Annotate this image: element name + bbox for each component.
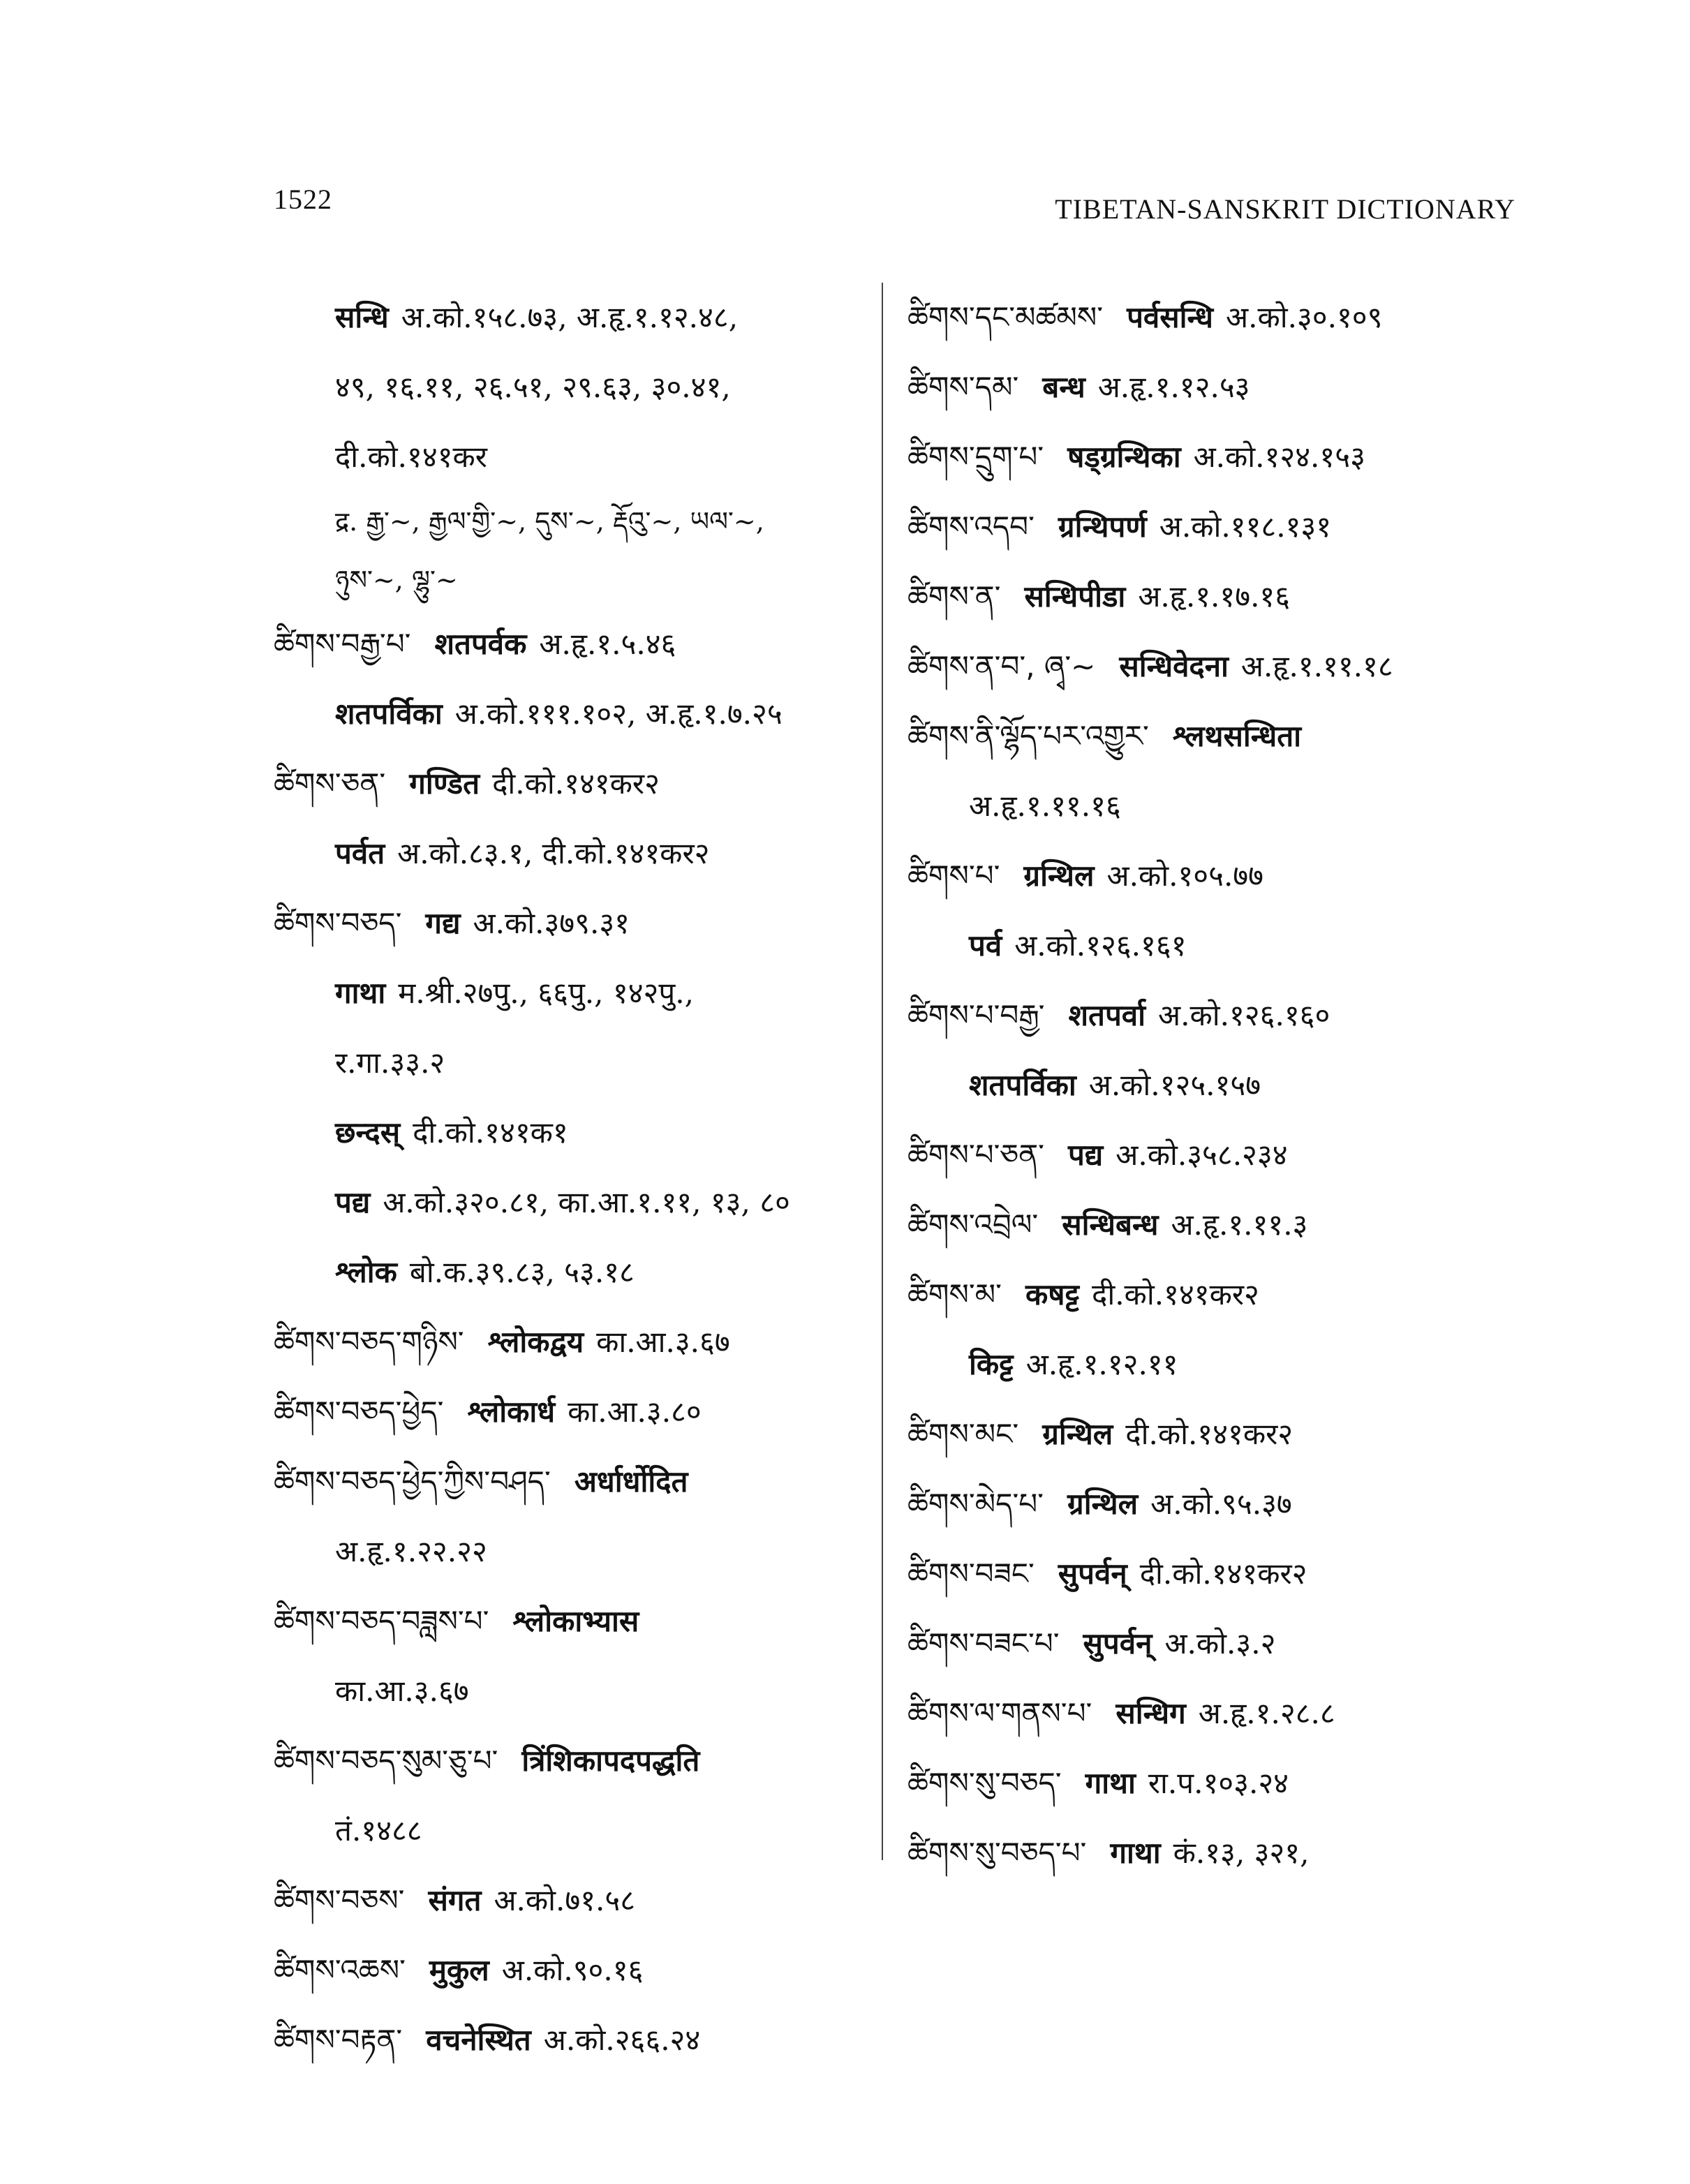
sanskrit-equivalent: गण्डित <box>409 766 480 801</box>
sanskrit-equivalent: पर्वसन्धि <box>1127 300 1214 334</box>
source-reference: अ.हृ.१.२२.२२ <box>335 1534 487 1568</box>
tibetan-headword: ཚིགས་བཅད་ <box>274 906 402 940</box>
source-reference: दी.को.१४१क१ <box>413 1115 568 1150</box>
dictionary-entry-line <box>274 819 888 889</box>
dictionary-entry-line <box>274 352 888 422</box>
sanskrit-equivalent: पद्य <box>335 1185 371 1219</box>
dictionary-entry-line <box>274 2005 888 2075</box>
sanskrit-equivalent: शतपर्विका <box>969 1068 1076 1102</box>
right-column <box>907 283 1536 1888</box>
sanskrit-equivalent: किट्ट <box>969 1347 1014 1381</box>
dictionary-entry-line <box>274 609 888 679</box>
dictionary-entry-line <box>274 422 888 492</box>
dictionary-entry-line <box>907 1330 1536 1399</box>
dictionary-entry-line <box>274 1238 888 1307</box>
tibetan-headword: ཚིགས་པ་བརྒྱ་ <box>907 998 1045 1032</box>
dictionary-entry-line <box>274 1866 888 1936</box>
tibetan-headword: ཚིགས་པ་ཅན་ <box>907 1138 1044 1172</box>
dictionary-entry-line <box>274 1517 888 1587</box>
tibetan-headword: ཚིགས་ནི་ལྷོད་པར་འགྱུར་ <box>907 719 1149 753</box>
dictionary-entry-line <box>274 1936 888 2005</box>
source-reference: का.आ.३.८० <box>568 1395 702 1429</box>
source-reference: अ.को.७१.५८ <box>494 1883 636 1917</box>
sanskrit-equivalent: श्लोक <box>335 1255 397 1289</box>
source-reference: कं.१३, ३२१, <box>1173 1836 1310 1870</box>
source-reference: बो.क.३९.८३, ५३.१८ <box>409 1255 635 1289</box>
dictionary-entry-line <box>907 1539 1536 1609</box>
dictionary-entry-line <box>274 1168 888 1238</box>
source-reference: ཉུས་~, ལྷུ་~ <box>335 565 458 595</box>
dictionary-entry-line <box>907 1818 1536 1888</box>
source-reference: अ.हृ.१.१२.११ <box>1025 1347 1178 1381</box>
source-reference: अ.को.२६६.२४ <box>543 2023 701 2057</box>
tibetan-headword: ཚིགས་དྲུག་པ་ <box>907 440 1044 474</box>
sanskrit-equivalent: पर्व <box>969 928 1002 963</box>
sanskrit-equivalent: सन्धिबन्ध <box>1062 1208 1159 1242</box>
dictionary-entry-line <box>274 1447 888 1517</box>
dictionary-entry-line <box>907 911 1536 981</box>
source-reference: दी.को.१४१कर२ <box>1139 1557 1307 1591</box>
dictionary-entry-line <box>907 283 1536 352</box>
source-reference: अ.को.१११.१०२, अ.हृ.१.७.२५ <box>454 697 783 731</box>
tibetan-headword: ཚིགས་བཟང་ <box>907 1557 1035 1591</box>
sanskrit-equivalent: श्लोकार्ध <box>467 1395 556 1429</box>
source-reference: रा.प.१०३.२४ <box>1148 1766 1289 1800</box>
dictionary-entry-line <box>274 679 888 749</box>
source-reference: अ.हृ.१.११.१६ <box>969 789 1121 823</box>
sanskrit-equivalent: गाथा <box>1085 1766 1136 1800</box>
source-reference: दी.को.१४१कर२ <box>1125 1417 1294 1451</box>
sanskrit-equivalent: षड्ग्रन्थिका <box>1067 440 1181 474</box>
source-reference: अ.को.१२६.१६० <box>1158 998 1330 1032</box>
sanskrit-equivalent: सन्धिवेदना <box>1119 649 1229 683</box>
dictionary-entry-line <box>274 1098 888 1168</box>
sanskrit-equivalent: सन्धि <box>335 300 389 334</box>
source-reference: का.आ.३.६७ <box>596 1325 730 1359</box>
dictionary-entry-line <box>907 1399 1536 1469</box>
source-reference: अ.हृ.१.११.१८ <box>1240 649 1393 683</box>
tibetan-headword: ཚིགས་ན་ <box>907 579 1001 614</box>
tibetan-headword: ཚིགས་མེད་པ་ <box>907 1487 1044 1521</box>
tibetan-headword: ཚིགས་སུ་བཅད་ <box>907 1766 1062 1800</box>
dictionary-entry-line <box>907 1260 1536 1330</box>
dictionary-entry-line <box>907 1120 1536 1190</box>
source-reference: अ.को.१२४.१५३ <box>1193 440 1365 474</box>
source-reference: अ.को.३०.१०९ <box>1226 300 1383 334</box>
source-reference: अ.को.११८.१३१ <box>1159 510 1332 544</box>
source-reference: अ.को.८३.१, दी.को.१४१कर२ <box>397 836 710 870</box>
tibetan-headword: ཚིགས་བཅད་བཟླས་པ་ <box>274 1604 489 1638</box>
source-reference: दी.को.१४१कर <box>335 440 487 474</box>
dictionary-entry-line <box>274 1656 888 1726</box>
source-reference: म.श्री.२७पु., ६६पु., १४२पु., <box>398 976 694 1010</box>
dictionary-entry-line <box>274 492 888 551</box>
sanskrit-equivalent: गाथा <box>335 976 386 1010</box>
sanskrit-equivalent: गाथा <box>1110 1836 1161 1870</box>
sanskrit-equivalent: ग्रन्थिल <box>1042 1417 1113 1451</box>
tibetan-headword: ཚིགས་བཟང་པ་ <box>907 1626 1060 1661</box>
source-reference: दी.को.१४१कर२ <box>492 766 660 801</box>
dictionary-entry-line <box>907 841 1536 911</box>
sanskrit-equivalent: श्लथसन्धिता <box>1172 719 1302 753</box>
dictionary-entry-line <box>274 1377 888 1447</box>
tibetan-headword: ཚིགས་བཅད་གཉིས་ <box>274 1325 464 1359</box>
sanskrit-equivalent: त्रिंशिकापदपद्धति <box>521 1744 700 1778</box>
dictionary-entry-line <box>907 1469 1536 1539</box>
dictionary-entry-line <box>274 1587 888 1656</box>
source-reference: अ.को.३७९.३१ <box>473 906 630 940</box>
dictionary-entry-line <box>274 1726 888 1796</box>
tibetan-headword: ཚིགས་པ་ <box>907 859 1000 893</box>
dictionary-entry-line <box>907 701 1536 771</box>
source-reference: अ.हृ.१.२८.८ <box>1198 1696 1335 1730</box>
source-reference: अ.हृ.१.१७.१६ <box>1138 579 1291 614</box>
tibetan-headword: ཚིགས་བཅད་ཕྱེད་ <box>274 1395 444 1429</box>
dictionary-entry-line <box>907 1050 1536 1120</box>
tibetan-headword: ཚིགས་བཅད་ཕྱེད་ཀྱིས་བཤད་ <box>274 1464 551 1499</box>
tibetan-headword: ཚིགས་དམ་ <box>907 370 1019 404</box>
tibetan-headword: ཚིགས་ལ་གནས་པ་ <box>907 1696 1092 1730</box>
dictionary-entry-line <box>907 1679 1536 1748</box>
source-reference: अ.को.१२६.१६१ <box>1014 928 1187 963</box>
dictionary-entry-line <box>907 1748 1536 1818</box>
source-reference: द्र. རྒྱ་~, རྒྱལ་གྱི་~, དུས་~, རྡོའུ་~, ཡལ་~, <box>335 506 764 537</box>
dictionary-entry-line <box>274 551 888 609</box>
sanskrit-equivalent: गद्य <box>425 906 461 940</box>
tibetan-headword: ཚིགས་དང་མཚམས་ <box>907 300 1104 334</box>
tibetan-headword: ཚིགས་སུ་བཅད་པ་ <box>907 1836 1087 1870</box>
tibetan-headword: ཚིགས་བརྒྱ་པ་ <box>274 627 411 661</box>
sanskrit-equivalent: सन्धिग <box>1115 1696 1186 1730</box>
sanskrit-equivalent: शतपर्वा <box>1068 998 1146 1032</box>
sanskrit-equivalent: वचनेस्थित <box>426 2023 531 2057</box>
page-number: 1522 <box>274 184 332 215</box>
source-reference: अ.को.३.२ <box>1164 1626 1276 1661</box>
source-reference: अ.को.९०.१६ <box>501 1953 644 1987</box>
dictionary-entry-line <box>907 352 1536 422</box>
sanskrit-equivalent: बन्ध <box>1042 370 1085 404</box>
source-reference: अ.हृ.१.१२.५३ <box>1097 370 1250 404</box>
dictionary-entry-line <box>274 889 888 958</box>
sanskrit-equivalent: सुपर्वन् <box>1058 1557 1127 1591</box>
dictionary-entry-line <box>907 1190 1536 1260</box>
sanskrit-equivalent: शतपर्विका <box>335 697 443 731</box>
dictionary-entry-line <box>907 632 1536 701</box>
running-head: TIBETAN-SANSKRIT DICTIONARY <box>1055 193 1515 225</box>
tibetan-headword: ཚིགས་བཅད་སུམ་ཅུ་པ་ <box>274 1744 498 1778</box>
dictionary-entry-line <box>907 1609 1536 1679</box>
source-reference: र.गा.३३.२ <box>335 1046 445 1080</box>
sanskrit-equivalent: मुकुल <box>429 1953 489 1987</box>
source-reference: का.आ.३.६७ <box>335 1674 469 1708</box>
source-reference: अ.को.३५८.२३४ <box>1115 1138 1288 1172</box>
tibetan-headword: ཚིགས་བརྟན་ <box>274 2023 403 2057</box>
sanskrit-equivalent: ग्रन्थिपर्ण <box>1058 510 1147 544</box>
sanskrit-equivalent: श्लोकाभ्यास <box>512 1604 639 1638</box>
tibetan-headword: ཚིགས་བཅས་ <box>274 1883 405 1917</box>
source-reference: अ.को.३२०.८१, का.आ.१.११, १३, ८० <box>383 1185 790 1219</box>
sanskrit-equivalent: श्लोकद्वय <box>487 1325 584 1359</box>
sanskrit-equivalent: संगत <box>428 1883 482 1917</box>
sanskrit-equivalent: सन्धिपीडा <box>1024 579 1126 614</box>
dictionary-entry-line <box>274 1796 888 1866</box>
sanskrit-equivalent: ग्रन्थिल <box>1023 859 1095 893</box>
sanskrit-equivalent: पर्वत <box>335 836 385 870</box>
source-reference: अ.को.९५.३७ <box>1150 1487 1292 1521</box>
dictionary-entry-line <box>907 771 1536 841</box>
source-reference: अ.हृ.१.५.४६ <box>539 627 676 661</box>
source-reference: दी.को.१४१कर२ <box>1092 1277 1259 1312</box>
dictionary-entry-line <box>907 492 1536 562</box>
left-column <box>274 283 888 2075</box>
sanskrit-equivalent: ग्रन्थिल <box>1067 1487 1139 1521</box>
dictionary-entry-line <box>274 1028 888 1098</box>
source-reference: अ.हृ.१.११.३ <box>1171 1208 1308 1242</box>
dictionary-entry-line <box>274 283 888 352</box>
dictionary-entry-line <box>907 981 1536 1050</box>
tibetan-headword: ཚིགས་འདབ་ <box>907 510 1035 544</box>
dictionary-entry-line <box>907 422 1536 492</box>
tibetan-headword: ཚིགས་འཆས་ <box>274 1953 406 1987</box>
sanskrit-equivalent: छन्दस् <box>335 1115 401 1150</box>
dictionary-entry-line <box>274 958 888 1028</box>
source-reference: अ.को.१०५.७७ <box>1106 859 1263 893</box>
source-reference: ४९, १६.११, २६.५१, २९.६३, ३०.४१, <box>335 370 731 404</box>
source-reference: तं.१४८८ <box>335 1813 422 1848</box>
source-reference: अ.को.१२५.१५७ <box>1088 1068 1261 1102</box>
source-reference: अ.को.१५८.७३, अ.हृ.१.१२.४८, <box>401 300 739 334</box>
sanskrit-equivalent: सुपर्वन् <box>1083 1626 1152 1661</box>
tibetan-headword: ཚིགས་ཅན་ <box>274 766 386 801</box>
sanskrit-equivalent: अर्धार्धोदित <box>574 1464 688 1499</box>
dictionary-entry-line <box>907 562 1536 632</box>
tibetan-headword: ཚིགས་མང་ <box>907 1417 1019 1451</box>
sanskrit-equivalent: पद्य <box>1067 1138 1104 1172</box>
dictionary-entry-line <box>274 1307 888 1377</box>
tibetan-headword: ཚིགས་འབྲེལ་ <box>907 1208 1039 1242</box>
column-divider <box>882 283 883 1860</box>
tibetan-headword: ཚིགས་མ་ <box>907 1277 1002 1312</box>
dictionary-entry-line <box>274 749 888 819</box>
sanskrit-equivalent: शतपर्वक <box>434 627 527 661</box>
tibetan-headword: ཚིགས་ན་བ་, ཞྭ་~ <box>907 649 1096 683</box>
sanskrit-equivalent: कषट्ट <box>1025 1277 1080 1312</box>
